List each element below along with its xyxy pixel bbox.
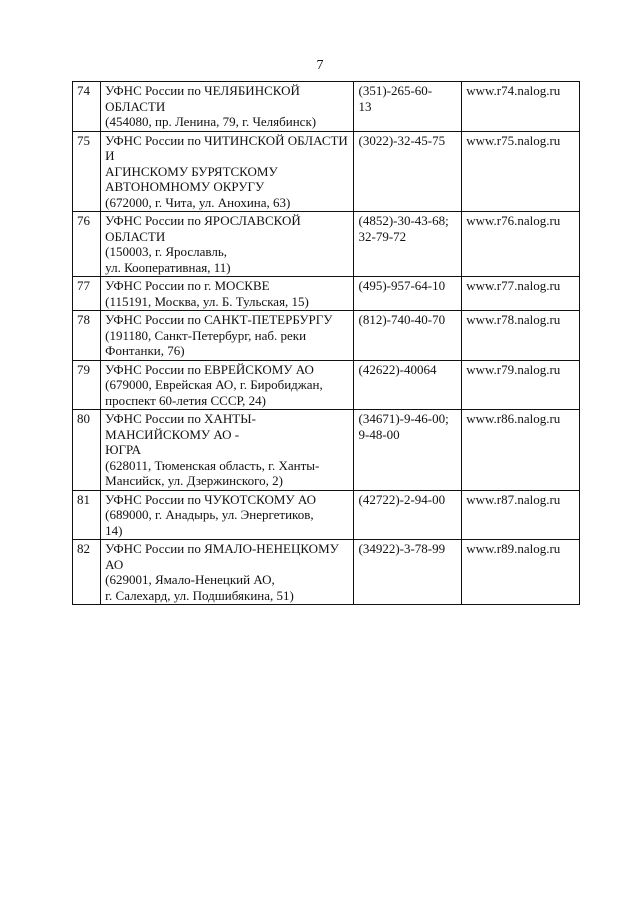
office-line: УФНС России по ЧЕЛЯБИНСКОЙ — [105, 83, 300, 98]
website-link[interactable]: www.r78.nalog.ru — [462, 311, 580, 361]
office-cell — [101, 360, 354, 410]
table-body — [73, 82, 580, 605]
office-line: И — [105, 148, 115, 163]
office-cell — [101, 131, 354, 212]
office-line: АВТОНОМНОМУ ОКРУГУ — [105, 179, 265, 194]
office-cell — [101, 82, 354, 132]
phone-cell — [354, 540, 462, 605]
office-line: УФНС России по ЧУКОТСКОМУ АО — [105, 491, 317, 507]
office-line: ул. Кооперативная, 11) — [105, 259, 231, 275]
office-line: (191180, Санкт-Петербург, наб. реки — [105, 327, 307, 343]
office-cell — [101, 490, 354, 540]
office-line: УФНС России по САНКТ-ПЕТЕРБУРГУ — [105, 312, 333, 327]
office-line: (689000, г. Анадырь, ул. Энергетиков, — [105, 507, 314, 522]
row-number: 82 — [73, 540, 101, 605]
row-number: 75 — [73, 131, 101, 212]
office-line: (679000, Еврейская АО, г. Биробиджан, — [105, 377, 323, 392]
website-link[interactable]: www.r77.nalog.ru — [462, 277, 580, 311]
table-row — [73, 131, 580, 212]
phone-line: (42622)-40064 — [358, 361, 437, 377]
phone-line: 32-79-72 — [358, 228, 407, 244]
phone-line: (42722)-2-94-00 — [358, 491, 446, 507]
table-row — [73, 360, 580, 410]
phone-cell — [354, 131, 462, 212]
phone-cell — [354, 82, 462, 132]
office-line: Фонтанки, 76) — [105, 343, 185, 358]
office-line: (628011, Тюменская область, г. Ханты- — [105, 457, 320, 473]
website-link[interactable]: www.r76.nalog.ru — [462, 212, 580, 277]
row-number: 77 — [73, 277, 101, 311]
website-link[interactable]: www.r74.nalog.ru — [462, 82, 580, 132]
website-link[interactable]: www.r87.nalog.ru — [462, 490, 580, 540]
office-line: проспект 60-летия СССР, 24) — [105, 392, 266, 408]
website-link[interactable]: www.r86.nalog.ru — [462, 410, 580, 491]
office-line: (629001, Ямало-Ненецкий АО, — [105, 572, 275, 587]
phone-line: (351)-265-60- — [358, 83, 433, 98]
row-number: 81 — [73, 490, 101, 540]
table-row — [73, 540, 580, 605]
office-line: (454080, пр. Ленина, 79, г. Челябинск) — [105, 114, 317, 129]
website-link[interactable]: www.r89.nalog.ru — [462, 540, 580, 605]
office-line: УФНС России по ЯМАЛО-НЕНЕЦКОМУ — [105, 541, 339, 556]
website-link[interactable]: www.r79.nalog.ru — [462, 360, 580, 410]
office-line: АО — [105, 556, 124, 572]
office-line: МАНСИЙСКОМУ АО - — [105, 426, 240, 442]
office-line: (150003, г. Ярославль, — [105, 244, 228, 259]
table-row — [73, 410, 580, 491]
phone-cell — [354, 212, 462, 277]
office-line: Мансийск, ул. Дзержинского, 2) — [105, 473, 283, 488]
office-line: УФНС России по ЧИТИНСКОЙ ОБЛАСТИ — [105, 132, 348, 148]
office-line: (115191, Москва, ул. Б. Тульская, 15) — [105, 293, 309, 309]
row-number: 80 — [73, 410, 101, 491]
office-line: УФНС России по ЯРОСЛАВСКОЙ — [105, 213, 301, 228]
office-cell — [101, 212, 354, 277]
table-row — [73, 311, 580, 361]
office-line: ОБЛАСТИ — [105, 228, 166, 244]
table-row — [73, 490, 580, 540]
phone-line: 9-48-00 — [358, 426, 400, 442]
office-cell — [101, 540, 354, 605]
office-line: (672000, г. Чита, ул. Анохина, 63) — [105, 194, 291, 210]
table-row — [73, 277, 580, 311]
phone-cell — [354, 311, 462, 361]
office-line: г. Салехард, ул. Подшибякина, 51) — [105, 587, 294, 603]
phone-line: (4852)-30-43-68; — [358, 213, 449, 228]
phone-cell — [354, 490, 462, 540]
phone-line: (495)-957-64-10 — [358, 278, 446, 293]
office-cell — [101, 410, 354, 491]
row-number: 78 — [73, 311, 101, 361]
phone-line: 13 — [358, 98, 372, 114]
office-line: АГИНСКОМУ БУРЯТСКОМУ — [105, 163, 278, 179]
phone-line: (34922)-3-78-99 — [358, 541, 446, 556]
page-number: 7 — [316, 58, 324, 73]
office-line: УФНС России по г. МОСКВЕ — [105, 278, 270, 293]
phone-cell — [354, 277, 462, 311]
office-line: 14) — [105, 522, 123, 538]
phone-cell — [354, 360, 462, 410]
row-number: 79 — [73, 360, 101, 410]
office-cell — [101, 277, 354, 311]
office-line: ОБЛАСТИ — [105, 98, 166, 114]
tax-offices-table — [72, 81, 580, 605]
phone-line: (812)-740-40-70 — [358, 312, 446, 327]
row-number: 76 — [73, 212, 101, 277]
office-line: ЮГРА — [105, 442, 142, 457]
table-row — [73, 212, 580, 277]
table-row — [73, 82, 580, 132]
row-number: 74 — [73, 82, 101, 132]
phone-line: (3022)-32-45-75 — [358, 132, 446, 148]
phone-cell — [354, 410, 462, 491]
website-link[interactable]: www.r75.nalog.ru — [462, 131, 580, 212]
office-line: УФНС России по ХАНТЫ- — [105, 411, 256, 426]
phone-line: (34671)-9-46-00; — [358, 411, 449, 426]
office-line: УФНС России по ЕВРЕЙСКОМУ АО — [105, 361, 314, 377]
office-cell — [101, 311, 354, 361]
